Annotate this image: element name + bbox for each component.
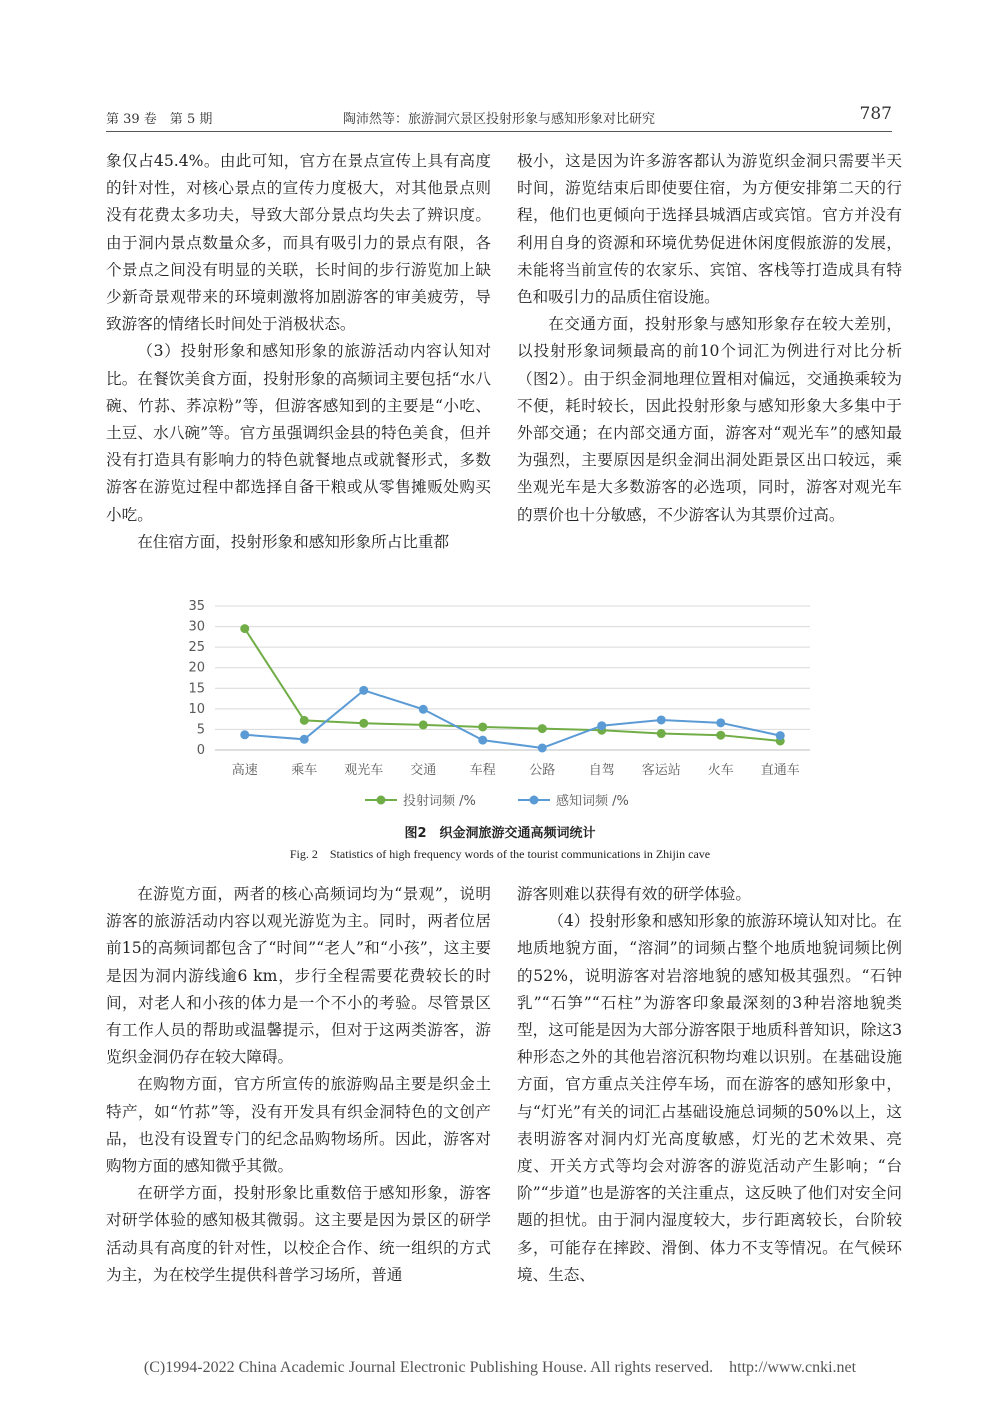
running-header	[106, 104, 892, 130]
data-point	[716, 731, 725, 740]
legend-label: 感知词频 /%	[556, 794, 629, 809]
paragraph: （4）投射形象和感知形象的旅游环境认知对比。在地质地貌方面，“溶洞”的词频占整个地质地貌词频比例的52%，说明游客对岩溶地貌的感知极其强烈。“石钟乳”“石笋”“石柱”为游客印象最深刻的3种岩溶地貌类型，这可能是因为大部分游客限于地质科普知识，除这3种形态之外的其他岩溶沉积物均难以识别。在基础设施方面，官方重点关注停车场，而在游客的感知形象中，与“灯光”有关的词汇占基础设施总词频的50%以上，这表明游客对洞内灯光高度敏感，灯光的艺术效果、亮度、开关方式等均会对游客的游览活动产生影响；“台阶”“步道”也是游客的关注重点，这反映了他们对安全问题的担忧。由于洞内湿度较大，步行距离较长，台阶较多，可能存在摔跤、滑倒、体力不支等情况。在气候环境、生态、	[517, 912, 902, 1284]
copyright-footer: (C)1994-2022 China Academic Journal Electronic Publishing House. All rights reserved. http://www.cnki.net	[143, 1359, 857, 1376]
data-point	[419, 720, 428, 729]
data-point	[776, 731, 785, 740]
paragraph: 游客则难以获得有效的研学体验。	[517, 885, 751, 903]
figure-caption-cn: 图2 织金洞旅游交通高频词统计	[404, 826, 596, 841]
volume-issue: 第 39 卷 第 5 期	[106, 112, 213, 127]
x-tick-label: 车程	[469, 763, 496, 778]
figure-2-chart	[170, 592, 850, 812]
x-tick-label: 客运站	[641, 763, 681, 778]
legend-marker	[377, 796, 386, 805]
paragraph: （3）投射形象和感知形象的旅游活动内容认知对比。在餐饮美食方面，投射形象的高频词主要包括“水八碗、竹荪、荞凉粉”等，但游客感知到的主要是“小吃、土豆、水八碗”等。官方虽强调织金县的特色美食，但并没有打造具有影响力的特色就餐地点或就餐形式，多数游客在游览过程中都选择自备干粮或从零售摊贩处购买小吃。	[106, 342, 491, 524]
paragraph: 象仅占45.4%。由此可知，官方在景点宣传上具有高度的针对性，对核心景点的宣传力度极大，对其他景点则没有花费太多功夫，导致大部分景点均失去了辨识度。由于洞内景点数量众多，而具有吸引力的景点有限，各个景点之间没有明显的关联，长时间的步行游览加上缺少新奇景观带来的环境刺激将加剧游客的审美疲劳，导致游客的情绪长时间处于消极状态。	[106, 152, 491, 334]
y-tick-label: 15	[188, 681, 205, 697]
y-tick-label: 5	[196, 722, 205, 738]
header-rule	[106, 131, 892, 132]
paragraph: 极小，这是因为许多游客都认为游览织金洞只需要半天时间，游览结束后即使要住宿，为方便安排第二天的行程，他们也更倾向于选择县城酒店或宾馆。官方并没有利用自身的资源和环境优势促进休闲度假旅游的发展，未能将当前宣传的农家乐、宾馆、客栈等打造成具有特色和吸引力的品质住宿设施。	[517, 152, 902, 307]
series-line	[245, 629, 781, 741]
text-column-top-left	[106, 148, 491, 556]
text-column-bottom-right	[517, 881, 902, 1289]
running-title: 陶沛然等：旅游洞穴景区投射形象与感知形象对比研究	[342, 112, 655, 127]
y-tick-label: 0	[196, 743, 205, 758]
legend-label: 投射词频 /%	[403, 794, 476, 809]
data-point	[240, 730, 249, 739]
data-point	[716, 718, 725, 727]
series-line	[245, 690, 781, 748]
data-point	[538, 743, 547, 752]
data-point	[597, 721, 606, 730]
x-tick-label: 观光车	[344, 763, 384, 778]
data-point	[478, 736, 487, 745]
data-point	[359, 719, 368, 728]
data-point	[538, 724, 547, 733]
y-tick-label: 35	[188, 599, 205, 614]
data-point	[419, 705, 428, 714]
data-point	[359, 686, 368, 695]
data-point	[478, 722, 487, 731]
y-tick-label: 10	[188, 701, 205, 717]
paragraph: 在住宿方面，投射形象和感知形象所占比重都	[137, 532, 450, 551]
x-tick-label: 火车	[707, 763, 734, 778]
data-point	[657, 729, 666, 738]
legend-marker	[530, 796, 539, 805]
data-point	[240, 624, 249, 633]
page-number: 787	[859, 104, 892, 124]
paragraph: 在交通方面，投射形象与感知形象存在较大差别，以投射形象词频最高的前10个词汇为例进行对比分析（图2）。由于织金洞地理位置相对偏远，交通换乘较为不便，耗时较长，因此投射形象与感知形象大多集中于外部交通；在内部交通方面，游客对“观光车”的感知最为强烈，主要原因是织金洞出洞处距景区出口较远，乘坐观光车是大多数游客的必选项，同时，游客对观光车的票价也十分敏感，不少游客认为其票价过高。	[517, 315, 902, 524]
text-column-bottom-left	[106, 881, 491, 1289]
paragraph: 在研学方面，投射形象比重数倍于感知形象，游客对研学体验的感知极其微弱。这主要是因为景区的研学活动具有高度的针对性，以校企合作、统一组织的方式为主，为在校学生提供科普学习场所，普通	[106, 1184, 491, 1284]
x-tick-label: 自驾	[588, 763, 615, 778]
data-point	[300, 735, 309, 744]
text-column-top-right	[517, 148, 902, 529]
x-tick-label: 高速	[231, 763, 258, 778]
paragraph: 在游览方面，两者的核心高频词均为“景观”，说明游客的旅游活动内容以观光游览为主。同时，两者位居前15的高频词都包含了“时间”“老人”和“小孩”，这主要是因为洞内游线逾6 km，步行全程需要花费较长的时间，对老人和小孩的体力是一个不小的考验。尽管景区有工作人员的帮助或温馨提示，但对于这两类游客，游览织金洞仍存在较大障碍。	[106, 885, 491, 1067]
x-tick-label: 乘车	[291, 763, 318, 778]
data-point	[657, 715, 666, 724]
x-tick-label: 直通车	[760, 763, 800, 778]
figure-caption-en: Fig. 2 Statistics of high frequency words of the tourist communications in Zhijin cave	[289, 847, 711, 861]
paragraph: 在购物方面，官方所宣传的旅游购品主要是织金土特产，如“竹荪”等，没有开发具有织金洞特色的文创产品，也没有设置专门的纪念品购物场所。因此，游客对购物方面的感知微乎其微。	[106, 1075, 491, 1176]
data-point	[300, 716, 309, 725]
y-tick-label: 20	[188, 660, 205, 676]
x-tick-label: 交通	[410, 763, 437, 778]
line-chart	[170, 592, 850, 812]
y-tick-label: 30	[188, 619, 205, 635]
y-tick-label: 25	[188, 640, 205, 656]
x-tick-label: 公路	[529, 763, 556, 778]
